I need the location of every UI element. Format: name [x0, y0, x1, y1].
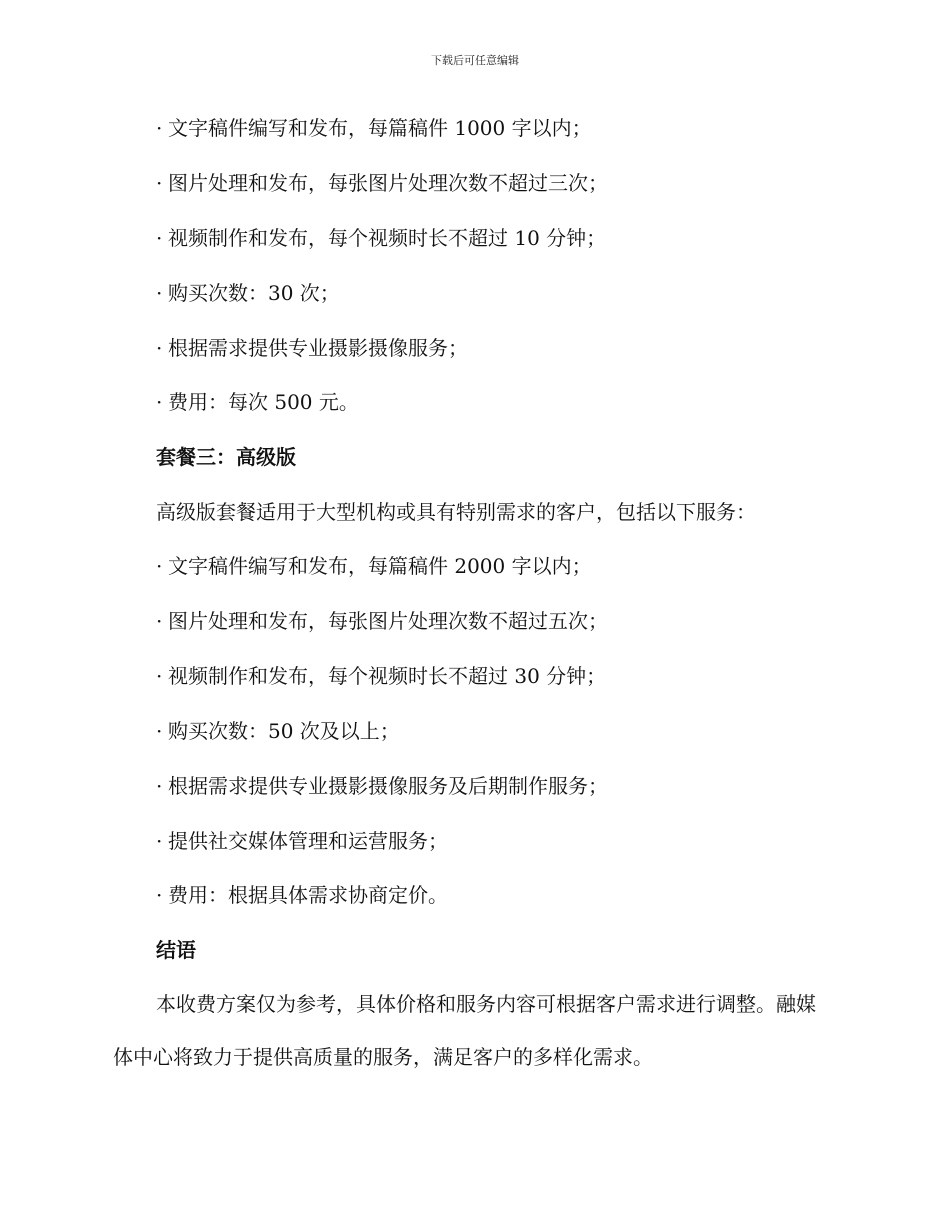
list-item: · 提供社交媒体管理和运营服务；: [156, 828, 448, 854]
list-item: · 购买次数：30 次；: [156, 280, 340, 306]
list-item: · 图片处理和发布，每张图片处理次数不超过三次；: [156, 170, 608, 196]
conclusion-paragraph: 本收费方案仅为参考，具体价格和服务内容可根据客户需求进行调整。融媒体中心将致力于提供高质量的服务，满足客户的多样化需求。: [113, 992, 816, 1069]
list-item: · 费用：根据具体需求协商定价。: [156, 882, 448, 908]
section-heading: 套餐三：高级版: [156, 445, 296, 469]
list-item: · 根据需求提供专业摄影摄像服务；: [156, 335, 468, 361]
conclusion-heading: 结语: [156, 938, 196, 962]
list-item: · 视频制作和发布，每个视频时长不超过 10 分钟；: [156, 225, 606, 251]
list-item: · 文字稿件编写和发布，每篇稿件 2000 字以内；: [156, 553, 592, 579]
list-item: · 费用：每次 500 元。: [156, 389, 359, 415]
section-intro: 高级版套餐适用于大型机构或具有特别需求的客户，包括以下服务：: [156, 500, 756, 524]
list-item: · 视频制作和发布，每个视频时长不超过 30 分钟；: [156, 663, 606, 689]
list-item: · 根据需求提供专业摄影摄像服务及后期制作服务；: [156, 773, 608, 799]
list-item: · 文字稿件编写和发布，每篇稿件 1000 字以内；: [156, 115, 592, 141]
page-header: 下载后可任意编辑: [431, 54, 519, 67]
list-item: · 图片处理和发布，每张图片处理次数不超过五次；: [156, 608, 608, 634]
list-item: · 购买次数：50 次及以上；: [156, 718, 400, 744]
